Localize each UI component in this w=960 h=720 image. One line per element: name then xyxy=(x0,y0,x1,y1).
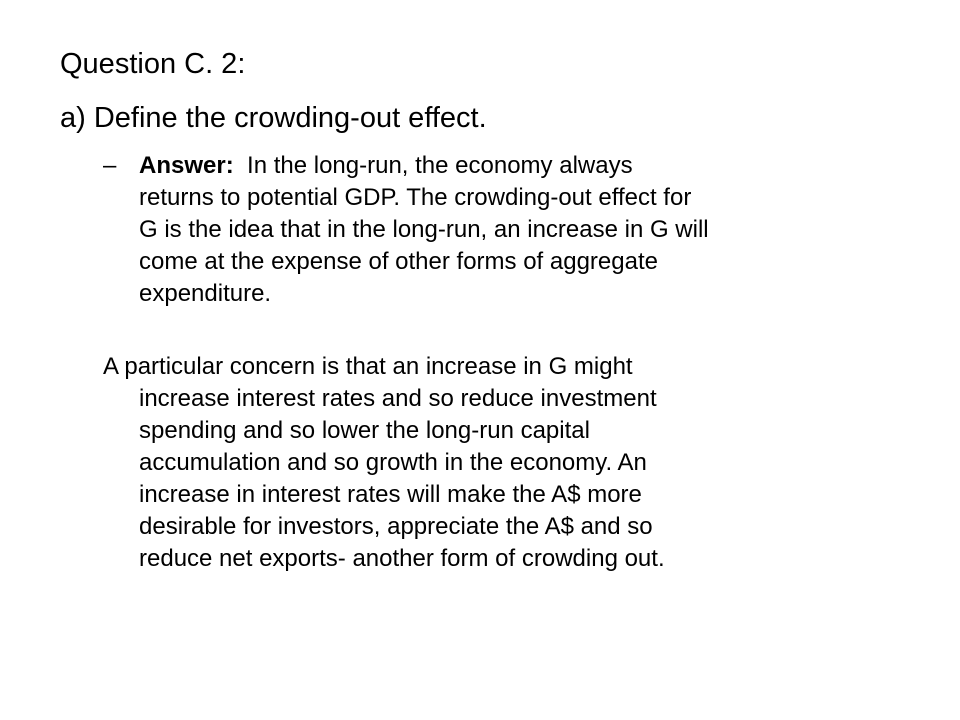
answer-text xyxy=(139,150,919,310)
answer-line-text: In the long-run, the economy always xyxy=(247,152,633,179)
answer-line xyxy=(139,150,919,182)
question-title: Question C. 2: xyxy=(60,48,246,80)
concern-line: spending and so lower the long-run capital xyxy=(139,417,590,444)
answer-line: expenditure. xyxy=(139,280,272,307)
concern-line: increase in interest rates will make the A$ more xyxy=(139,481,642,508)
concern-line: increase interest rates and so reduce investment xyxy=(139,385,657,412)
concern-paragraph xyxy=(103,351,903,575)
question-part-a: a) Define the crowding-out effect. xyxy=(60,102,487,134)
concern-line: desirable for investors, appreciate the A$ and so xyxy=(139,513,653,540)
concern-line: accumulation and so growth in the economy. An xyxy=(139,449,647,476)
answer-label: Answer: xyxy=(139,152,234,179)
answer-line: G is the idea that in the long-run, an increase in G will xyxy=(139,216,709,243)
concern-line: A particular concern is that an increase in G might xyxy=(103,353,633,380)
answer-line: come at the expense of other forms of aggregate xyxy=(139,248,658,275)
answer-line: returns to potential GDP. The crowding-out effect for xyxy=(139,184,692,211)
concern-line: reduce net exports- another form of crowding out. xyxy=(139,545,665,572)
bullet-dash: – xyxy=(103,152,117,179)
